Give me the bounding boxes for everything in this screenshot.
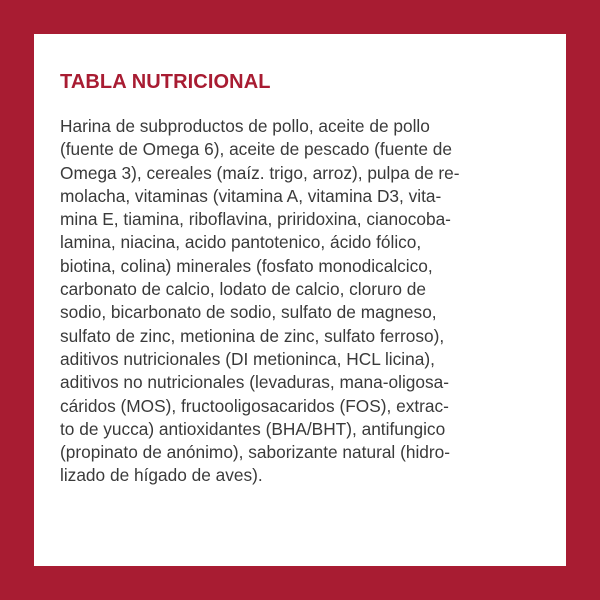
ingredients-line: Omega 3), cereales (maíz. trigo, arroz), pulpa de re-: [60, 162, 460, 183]
ingredients-line: molacha, vitaminas (vitamina A, vitamina D3, vita-: [60, 185, 442, 206]
ingredients-line: Harina de subproductos de pollo, aceite de pollo: [60, 116, 430, 136]
ingredients-line: cáridos (MOS), fructooligosacaridos (FOS), extrac-: [60, 395, 449, 416]
ingredients-line: (propinato de anónimo), saborizante natural (hidro-: [60, 442, 451, 463]
ingredients-line: lizado de hígado de aves).: [60, 465, 263, 486]
ingredients-line: lamina, niacina, acido pantotenico, ácido fólico,: [60, 232, 422, 253]
ingredients-line: mina E, tiamina, riboflavina, priridoxina, cianocoba-: [60, 209, 451, 230]
ingredients-text: [60, 115, 540, 488]
ingredients-line: to de yucca) antioxidantes (BHA/BHT), antifungico: [60, 418, 446, 439]
ingredients-line: sodio, bicarbonato de sodio, sulfato de magneso,: [60, 302, 437, 323]
ingredients-line: biotina, colina) minerales (fosfato monodicalcico,: [60, 255, 433, 276]
ingredients-line: (fuente de Omega 6), aceite de pescado (fuente de: [60, 139, 452, 160]
nutrition-card: [34, 34, 566, 566]
ingredients-line: aditivos nutricionales (DI metioninca, HCL licina),: [60, 348, 435, 369]
nutrition-title: TABLA NUTRICIONAL: [60, 71, 271, 93]
ingredients-line: carbonato de calcio, lodato de calcio, cloruro de: [60, 279, 427, 300]
ingredients-line: sulfato de zinc, metionina de zinc, sulfato ferroso),: [60, 325, 445, 346]
ingredients-line: aditivos no nutricionales (levaduras, mana-oligosa-: [60, 372, 450, 393]
